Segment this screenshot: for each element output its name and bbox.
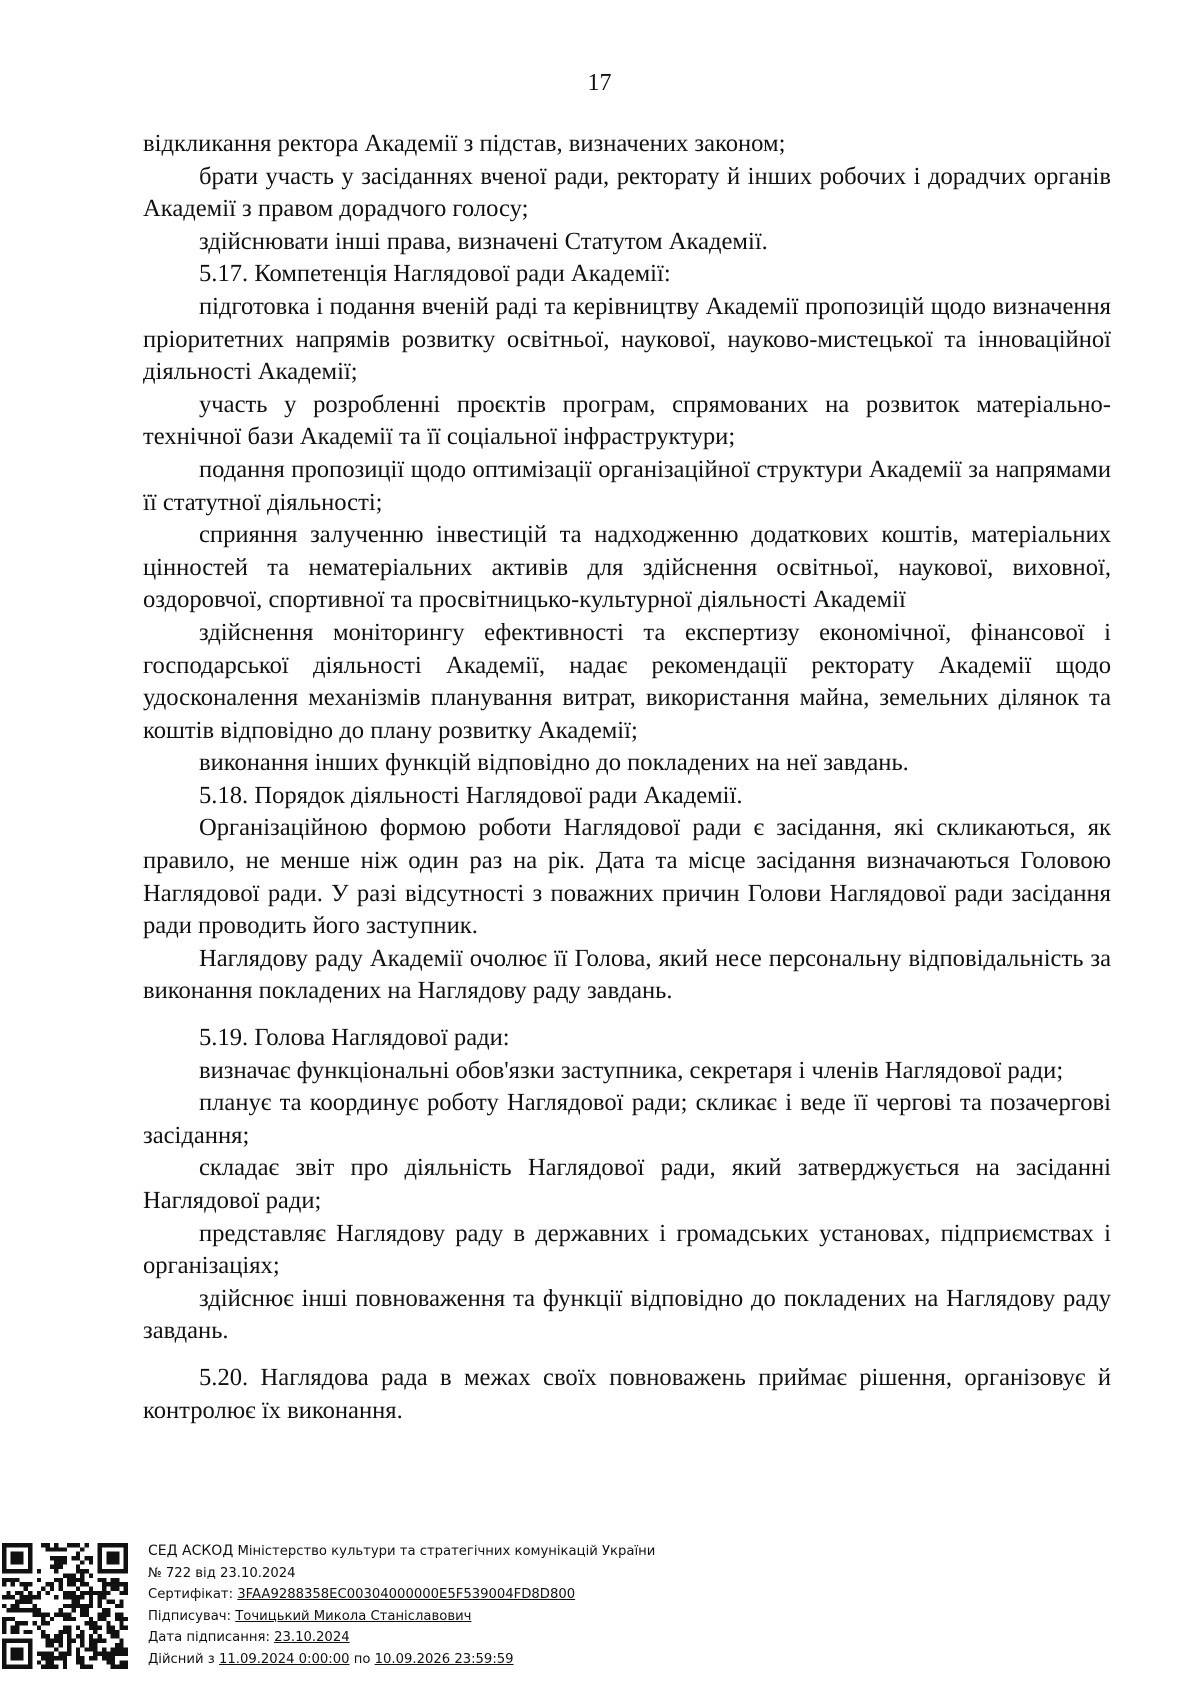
signer-label: Підписувач: bbox=[148, 1608, 232, 1624]
paragraph: здійснювати інші права, визначені Статутом Академії. bbox=[199, 227, 768, 255]
paragraph: 5.17. Компетенція Наглядової ради Академії: bbox=[199, 260, 671, 288]
valid-from[interactable]: 11.09.2024 0:00:00 bbox=[218, 1651, 350, 1667]
signature-system: СЕД АСКОД bbox=[148, 1543, 234, 1559]
paragraph: подання пропозиції щодо оптимізації організаційної структури Академії за напрямами її статутної діяльності; bbox=[143, 455, 1111, 516]
paragraph: підготовка і подання вченій раді та керівництву Академії пропозицій щодо визначення пріоритетних напрямів розвитку освітньої, наукової, науково-мистецької та інноваційної діяльності Академії; bbox=[143, 292, 1111, 386]
paragraph: участь у розробленні проєктів програм, спрямованих на розвиток матеріально-технічної бази Академії та її соціальної інфраструктури; bbox=[143, 390, 1111, 451]
paragraph: Організаційною формою роботи Наглядової ради є засідання, які скликаються, як правило, не менше ніж один раз на рік. Дата та місце засідання визначаються Головою Наглядової ради. У разі відсутності з поважних причин Голови Наглядової ради засідання ради проводить його заступник. bbox=[143, 814, 1111, 940]
document-body bbox=[143, 128, 1111, 1427]
paragraph: виконання інших функцій відповідно до покладених на неї завдань. bbox=[199, 749, 909, 777]
page-number: 17 bbox=[587, 70, 612, 96]
sign-date-label: Дата підписання: bbox=[148, 1630, 270, 1645]
paragraph: Наглядову раду Академії очолює її Голова, який несе персональну відповідальність за виконання покладених на Наглядову раду завдань. bbox=[143, 944, 1111, 1005]
signature-signer-line bbox=[148, 1606, 655, 1628]
e-signature-stamp bbox=[0, 1541, 1199, 1691]
certificate-value[interactable]: 3FAA9288358EC00304000000E5F539004FD8D800 bbox=[237, 1587, 576, 1602]
paragraph: 5.18. Порядок діяльності Наглядової ради Академії. bbox=[199, 781, 743, 809]
paragraph: здійснення моніторингу ефективності та експертизу економічної, фінансової і господарської діяльності Академії, надає рекомендації ректорату Академії щодо удосконалення механізмів планування витрат, використання майна, земельних ділянок та коштів відповідно до плану розвитку Академії; bbox=[143, 618, 1111, 744]
paragraph: планує та координує роботу Наглядової ради; скликає і веде її чергові та позачергові засідання; bbox=[143, 1089, 1111, 1149]
paragraph: визначає функціональні обов'язки заступника, секретаря і членів Наглядової ради; bbox=[199, 1056, 1064, 1084]
paragraph: брати участь у засіданнях вченої ради, ректорату й інших робочих і дорадчих органів Академії з правом дорадчого голосу; bbox=[143, 162, 1111, 223]
valid-to-label: по bbox=[353, 1651, 371, 1667]
certificate-label: Сертифікат: bbox=[148, 1587, 234, 1602]
paragraph: 5.19. Голова Наглядової ради: bbox=[199, 1024, 510, 1052]
valid-label: Дійсний з bbox=[148, 1651, 215, 1667]
signature-date-line bbox=[148, 1627, 655, 1649]
signature-validity-line bbox=[148, 1649, 655, 1671]
signature-org-line bbox=[148, 1541, 655, 1563]
valid-to[interactable]: 10.09.2026 23:59:59 bbox=[374, 1651, 514, 1667]
qr-code-icon bbox=[2, 1543, 128, 1669]
signature-organization: Міністерство культури та стратегічних комунікацій України bbox=[237, 1544, 656, 1559]
paragraph: складає звіт про діяльність Наглядової ради, який затверджується на засіданні Наглядової ради; bbox=[143, 1154, 1111, 1214]
signature-certificate-line bbox=[148, 1584, 655, 1606]
signer-value[interactable]: Точицький Микола Станіславович bbox=[235, 1608, 472, 1624]
paragraph: 5.20. Наглядова рада в межах своїх повноважень приймає рішення, організовує й контролює їх виконання. bbox=[143, 1363, 1111, 1424]
paragraph: здійснює інші повноваження та функції відповідно до покладених на Наглядову раду завдань. bbox=[143, 1284, 1111, 1345]
paragraph: представляє Наглядову раду в державних і громадських установах, підприємствах і організаціях; bbox=[143, 1219, 1111, 1280]
signature-registration: № 722 від 23.10.2024 bbox=[148, 1565, 296, 1581]
paragraph: відкликання ректора Академії з підстав, визначених законом; bbox=[143, 130, 786, 157]
signature-details bbox=[148, 1541, 655, 1670]
sign-date-value[interactable]: 23.10.2024 bbox=[274, 1630, 350, 1645]
paragraph: сприяння залученню інвестицій та надходженню додаткових коштів, матеріальних цінностей та нематеріальних активів для здійснення освітньої, наукової, виховної, оздоровчої, спортивної та просвітницько-культурної діяльності Академії bbox=[143, 521, 1111, 614]
